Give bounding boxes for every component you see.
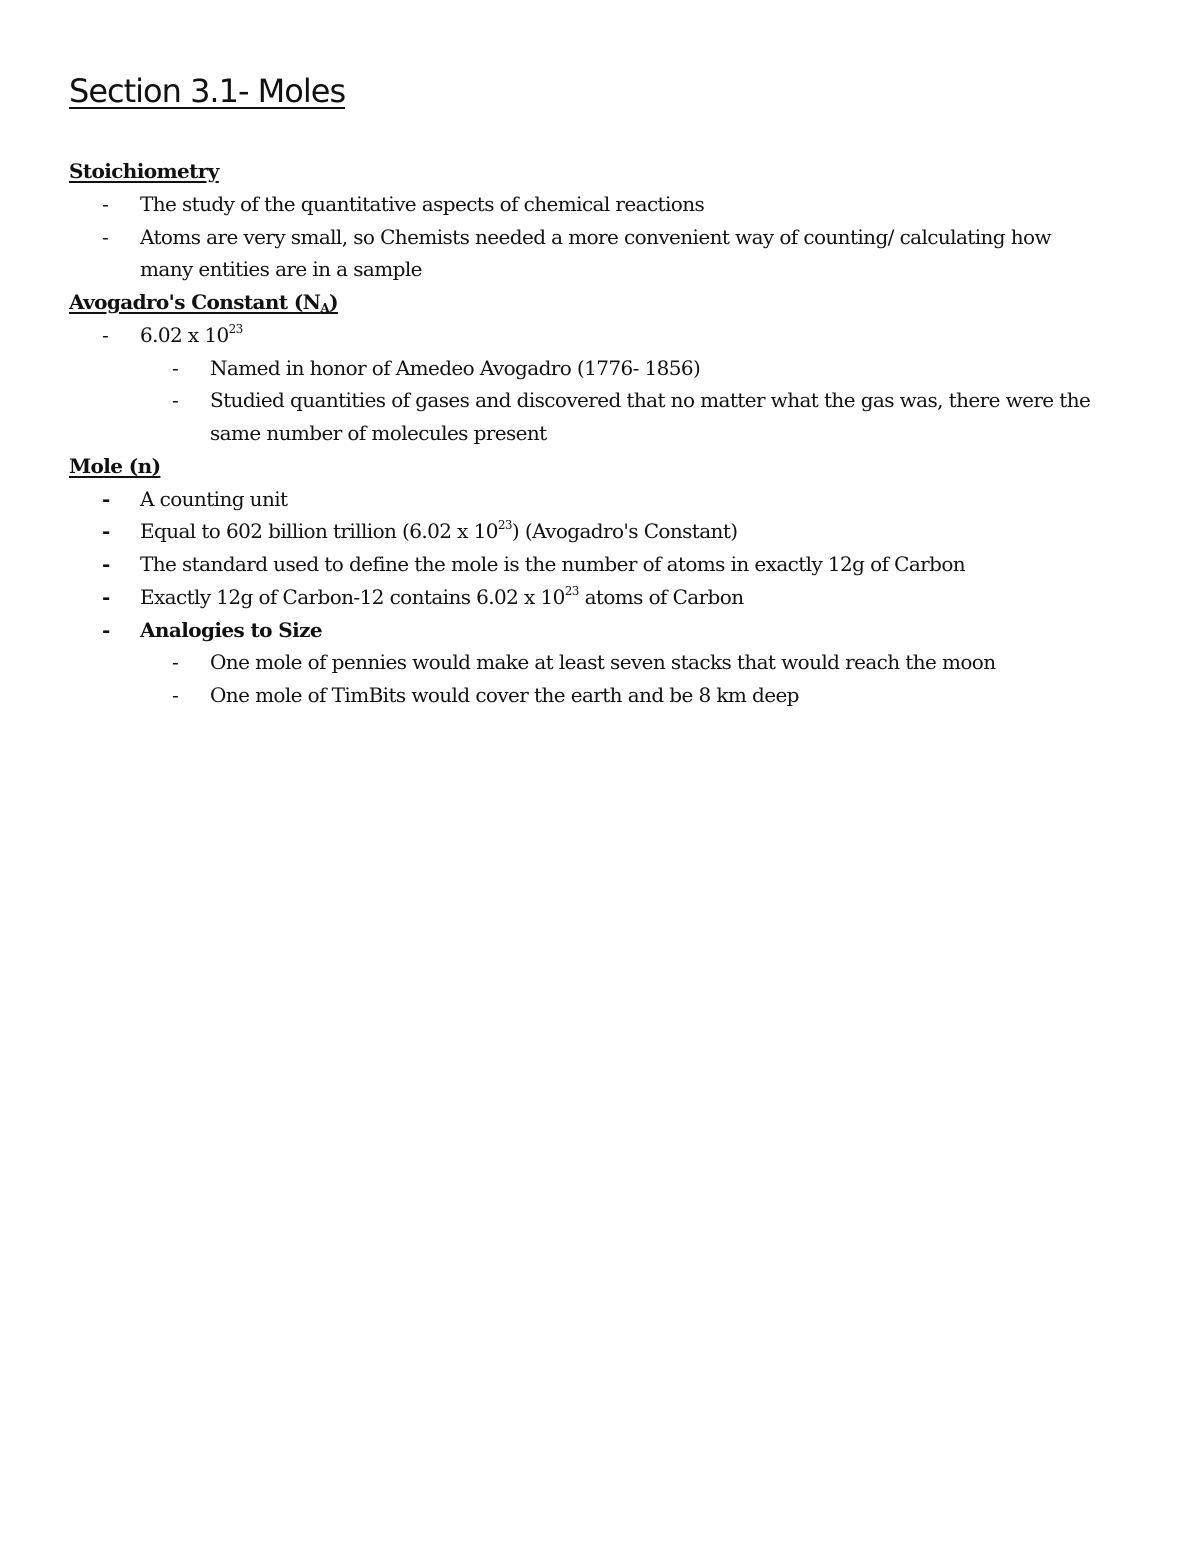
bullet-dash: - [102,617,110,642]
list-item-text: Atoms are very small, so Chemists needed a more convenient way of counting/ calculating how [140,224,1052,249]
sub-list-item [69,384,1149,417]
exponent: 23 [228,321,243,336]
sub-list-item [69,646,1149,679]
bullet-dash: - [102,191,109,216]
bullet-dash: - [172,355,179,380]
avogadro-value: 6.02 x $10^{23}$ [140,321,243,347]
list-item-text: One mole of pennies would make at least seven stacks that would reach the moon [210,650,996,675]
list-item-text: Exactly 12g of Carbon-12 contains 6.02 x $10^{23}$ atoms of Carbon [140,583,744,609]
list-item [69,483,1149,516]
list-item-continuation [69,253,1149,286]
section-heading-stoichiometry [69,155,1149,188]
exponent: 23 [564,583,579,598]
list-item-text: The study of the quantitative aspects of chemical reactions [140,191,705,216]
bullet-dash: - [102,322,109,347]
bullet-dash: - [102,486,110,511]
subscript: A [320,301,330,315]
list-item [69,221,1149,254]
bullet-dash: - [102,224,109,249]
heading-text: Avogadro's Constant $(N_A)$ [69,290,338,315]
list-item [69,188,1149,221]
list-item [69,581,1149,614]
bullet-dash: - [102,584,110,609]
sub-list-item [69,352,1149,385]
bullet-dash: - [172,683,179,707]
list-item-text: Studied quantities of gases and discovered that no matter what the gas was, there were the [210,388,1091,413]
list-item [69,614,1149,647]
list-item [69,319,1149,352]
list-item-text: same number of molecules present [210,421,547,445]
heading-text: Stoichiometry [69,159,219,183]
section-heading-avogadro [69,286,1149,319]
list-item-text: One mole of TimBits would cover the earth and be 8 km deep [210,683,799,707]
section-heading-mole [69,450,1149,483]
list-item-text: The standard used to define the mole is the number of atoms in exactly 12g of Carbon [140,552,966,576]
list-item-text: Named in honor of Amedeo Avogadro (1776- 1856) [210,355,701,380]
bullet-dash: - [102,552,110,576]
list-item-text: Equal to 602 billion trillion (6.02 x $10^{23}$) (Avogadro's Constant) [140,518,738,544]
bullet-dash: - [102,519,110,544]
list-item [69,515,1149,548]
list-item-text: A counting unit [140,486,288,511]
list-item [69,548,1149,581]
bullet-dash: - [172,388,179,413]
page-title: Section 3.1- Moles [69,72,346,110]
list-item-text: many entities are in a sample [140,257,422,282]
heading-text: Mole (n) [69,453,161,478]
document-body [69,155,1149,712]
exponent: 23 [497,518,512,533]
analogies-heading: Analogies to Size [140,617,322,642]
sub-list-item [69,679,1149,712]
bullet-dash: - [172,650,179,675]
list-item-continuation [69,417,1149,450]
